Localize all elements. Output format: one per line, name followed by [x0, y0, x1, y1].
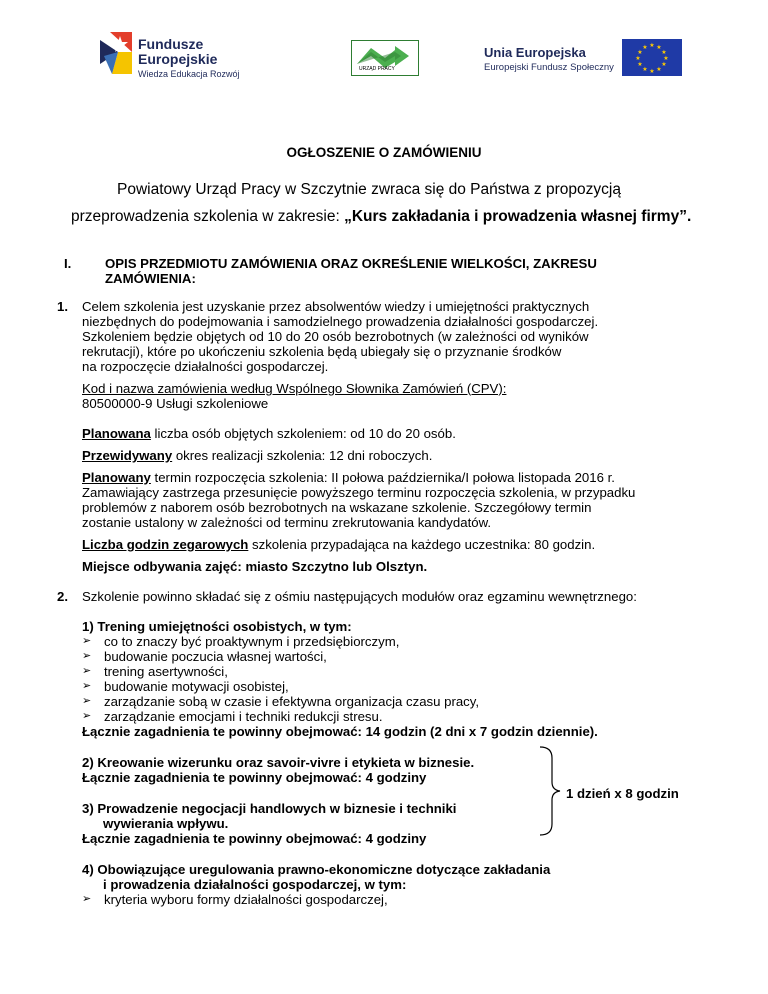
fe-logo-text [138, 37, 240, 81]
item1-line: Szkoleniem będzie objętych od 10 do 20 osób bezrobotnych (w zależności od wyników [82, 329, 589, 344]
brace-label: 1 dzień x 8 godzin [566, 786, 679, 801]
pup-logo [351, 40, 419, 76]
module3-title-line2: wywierania wpływu. [103, 816, 229, 831]
svg-text:★: ★ [661, 61, 667, 68]
ue-logo-text [484, 45, 614, 74]
start-note-line: problemów z naborem osób bezrobotnych na wskazane szkolenie. Szczegółowy termin [82, 500, 592, 515]
svg-text:★: ★ [642, 44, 648, 51]
module1-bullet: budowanie poczucia własnej wartości, [104, 649, 327, 664]
module1-bullet: zarządzanie emocjami i techniki redukcji stresu. [104, 709, 383, 724]
eu-flag-icon [622, 39, 682, 76]
brace-icon [538, 746, 562, 836]
start-text: termin rozpoczęcia szkolenia: II połowa października/I połowa listopada 2016 r. [150, 470, 615, 485]
hours [82, 537, 595, 552]
bullet-arrow-icon: ➢ [82, 635, 92, 647]
module1-bullet: zarządzanie sobą w czasie i efektywna organizacja czasu pracy, [104, 694, 480, 709]
svg-text:★: ★ [642, 66, 648, 73]
pup-label: URZĄD PRACY [359, 66, 395, 72]
svg-text:★: ★ [649, 68, 655, 75]
item2-text: Szkolenie powinno składać się z ośmiu następujących modułów oraz egzaminu wewnętrznego: [82, 589, 637, 604]
svg-text:★: ★ [649, 42, 655, 49]
planned-label: Planowana [82, 426, 151, 441]
bullet-arrow-icon: ➢ [82, 650, 92, 662]
course-name: „Kurs zakładania i prowadzenia własnej firmy”. [344, 208, 692, 225]
module1-total: Łącznie zagadnienia te powinny obejmować: 14 godzin (2 dni x 7 godzin dziennie). [82, 724, 598, 739]
bullet-arrow-icon: ➢ [82, 710, 92, 722]
svg-text:★: ★ [661, 49, 667, 56]
svg-text:★: ★ [637, 49, 643, 56]
cpv-label: Kod i nazwa zamówienia według Wspólnego Słownika Zamówień (CPV): [82, 381, 507, 396]
module4-title-line2: i prowadzenia działalności gospodarczej, w tym: [103, 877, 407, 892]
planned-text: liczba osób objętych szkoleniem: od 10 do 20 osób. [150, 426, 456, 441]
cpv-value: 80500000-9 Usługi szkoleniowe [82, 396, 269, 411]
module4-bullet: kryteria wyboru formy działalności gospodarczej, [104, 892, 388, 907]
ue-line2: Europejski Fundusz Społeczny [484, 62, 614, 73]
item1-line: Celem szkolenia jest uzyskanie przez absolwentów wiedzy i umiejętności praktycznych [82, 299, 590, 314]
ue-line1: Unia Europejska [484, 45, 586, 60]
module1-bullet: trening asertywności, [104, 664, 228, 679]
expected-period [82, 448, 432, 463]
bullet-arrow-icon: ➢ [82, 893, 92, 905]
svg-text:★: ★ [656, 66, 662, 73]
module2-title: 2) Kreowanie wizerunku oraz savoir-vivre i etykieta w biznesie. [82, 755, 475, 770]
svg-text:★: ★ [663, 55, 669, 62]
module3-title-line1: 3) Prowadzenie negocjacji handlowych w biznesie i techniki [82, 801, 457, 816]
item1-line: niezbędnych do podejmowania i samodzielnego prowadzenia działalności gospodarczej. [82, 314, 599, 329]
item1-line: rekrutacji), które po ukończeniu szkolenia będą ubiegały się o przyznanie środków [82, 344, 562, 359]
item1-line: na rozpoczęcie działalności gospodarczej. [82, 359, 329, 374]
page-title: OGŁOSZENIE O ZAMÓWIENIU [286, 145, 482, 160]
start-label: Planowany [82, 470, 151, 485]
fe-logo-icon [98, 30, 136, 76]
section1-heading-line1: OPIS PRZEDMIOTU ZAMÓWIENIA ORAZ OKREŚLENIE WIELKOŚCI, ZAKRESU [105, 256, 597, 271]
section1-heading-line2: ZAMÓWIENIA: [105, 271, 196, 286]
start-term [82, 470, 615, 485]
eu-flag [622, 39, 682, 76]
module2-total: Łącznie zagadnienia te powinny obejmować: 4 godziny [82, 770, 427, 785]
intro-line2-plain: przeprowadzenia szkolenia w zakresie: [71, 208, 345, 225]
svg-text:★: ★ [637, 61, 643, 68]
place: Miejsce odbywania zajęć: miasto Szczytno lub Olsztyn. [82, 559, 428, 574]
start-note-line: zostanie ustalony w zależności od terminu zrekrutowania kandydatów. [82, 515, 492, 530]
fe-line2: Europejskie [138, 51, 218, 67]
expected-text: okres realizacji szkolenia: 12 dni roboczych. [172, 448, 433, 463]
bullet-arrow-icon: ➢ [82, 665, 92, 677]
fe-line3: Wiedza Edukacja Rozwój [138, 69, 240, 79]
item2-number: 2. [57, 589, 68, 604]
bullet-arrow-icon: ➢ [82, 695, 92, 707]
intro-line1: Powiatowy Urząd Pracy w Szczytnie zwraca się do Państwa z propozycją [117, 181, 621, 198]
hours-text: szkolenia przypadająca na każdego uczestnika: 80 godzin. [248, 537, 596, 552]
module1-title: 1) Trening umiejętności osobistych, w tym: [82, 619, 352, 634]
bullet-arrow-icon: ➢ [82, 680, 92, 692]
module1-bullet: co to znaczy być proaktywnym i przedsiębiorczym, [104, 634, 400, 649]
module1-bullet: budowanie motywacji osobistej, [104, 679, 289, 694]
fe-line1: Fundusze [138, 36, 204, 52]
start-note-line: Zamawiający zastrzega przesunięcie powyższego terminu rozpoczęcia szkolenia, w przypadku [82, 485, 636, 500]
section1-number: I. [64, 256, 72, 271]
planned-participants [82, 426, 456, 441]
svg-text:★: ★ [656, 44, 662, 51]
intro-line2 [71, 208, 691, 226]
module3-total: Łącznie zagadnienia te powinny obejmować: 4 godziny [82, 831, 427, 846]
expected-label: Przewidywany [82, 448, 173, 463]
hours-label: Liczba godzin zegarowych [82, 537, 249, 552]
item1-number: 1. [57, 299, 68, 314]
svg-text:★: ★ [635, 55, 641, 62]
module4-title-line1: 4) Obowiązujące uregulowania prawno-ekonomiczne dotyczące zakładania [82, 862, 551, 877]
